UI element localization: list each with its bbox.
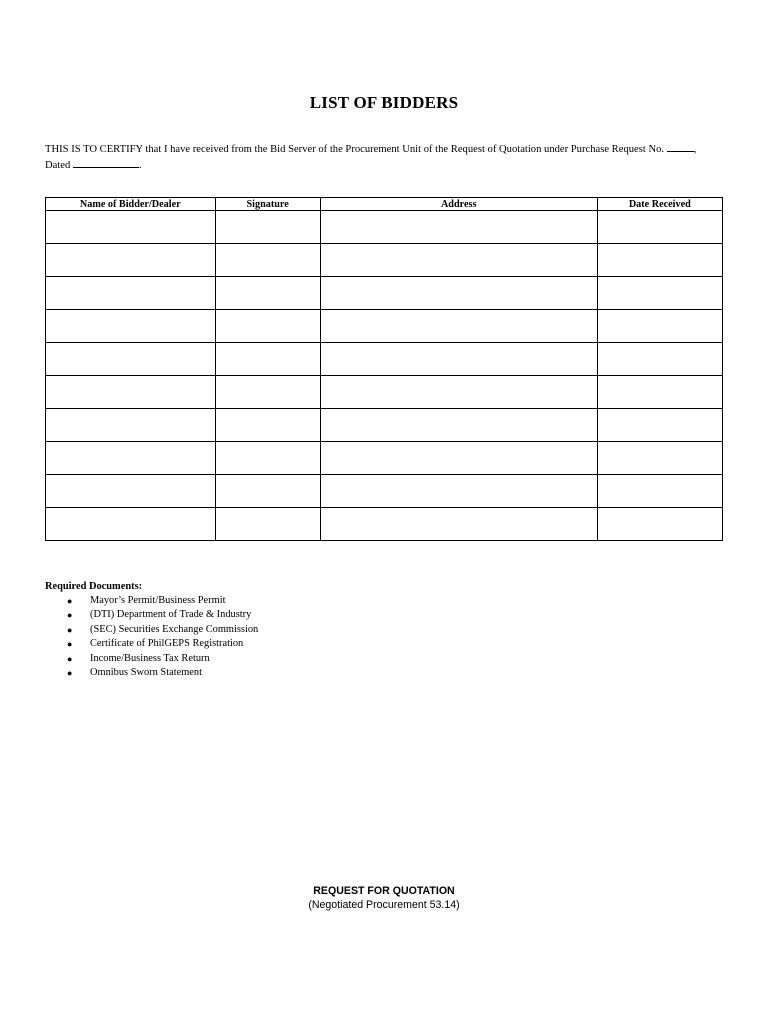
table-header-row	[46, 198, 723, 211]
cell-signature	[215, 475, 320, 508]
list-item	[45, 623, 445, 637]
list-item	[45, 608, 445, 622]
footer-title: REQUEST FOR QUOTATION	[313, 885, 455, 897]
required-document-label: Income/Business Tax Return	[90, 652, 210, 664]
header-signature: Signature	[215, 198, 320, 211]
date-blank	[73, 157, 139, 168]
cell-name	[46, 244, 216, 277]
cell-date-received	[597, 475, 722, 508]
cell-signature	[215, 277, 320, 310]
cell-address	[320, 310, 597, 343]
cell-signature	[215, 376, 320, 409]
cell-name	[46, 310, 216, 343]
table-row	[46, 211, 723, 244]
cell-address	[320, 508, 597, 541]
required-document-label: (SEC) Securities Exchange Commission	[90, 623, 259, 635]
list-item	[45, 594, 445, 608]
cell-address	[320, 211, 597, 244]
required-document-label: (DTI) Department of Trade & Industry	[90, 609, 252, 621]
cell-name	[46, 442, 216, 475]
cell-signature	[215, 508, 320, 541]
cell-date-received	[597, 277, 722, 310]
table-row	[46, 277, 723, 310]
required-document-label: Omnibus Sworn Statement	[90, 667, 202, 679]
bullet-icon: ●	[67, 653, 73, 664]
cell-name	[46, 277, 216, 310]
list-item	[45, 637, 445, 651]
footer	[0, 885, 768, 912]
cell-address	[320, 442, 597, 475]
cell-date-received	[597, 376, 722, 409]
cell-address	[320, 376, 597, 409]
header-address: Address	[320, 198, 597, 211]
cell-address	[320, 244, 597, 277]
cell-name	[46, 409, 216, 442]
list-item	[45, 652, 445, 666]
dated-label: Dated	[45, 160, 71, 171]
certification-statement	[45, 141, 725, 173]
required-documents-list	[45, 594, 445, 680]
cell-date-received	[597, 244, 722, 277]
table-row	[46, 310, 723, 343]
cell-address	[320, 475, 597, 508]
cell-name	[46, 211, 216, 244]
bullet-icon: ●	[67, 624, 73, 635]
table-row	[46, 376, 723, 409]
cell-signature	[215, 343, 320, 376]
bidders-table	[45, 197, 723, 541]
cell-signature	[215, 211, 320, 244]
bullet-icon: ●	[67, 596, 73, 606]
cell-signature	[215, 442, 320, 475]
cell-address	[320, 277, 597, 310]
bidders-table-body	[46, 211, 723, 541]
cell-address	[320, 343, 597, 376]
table-row	[46, 244, 723, 277]
page-title: LIST OF BIDDERS	[309, 93, 459, 112]
cell-date-received	[597, 211, 722, 244]
bullet-icon: ●	[67, 639, 73, 650]
cell-date-received	[597, 508, 722, 541]
purchase-request-number-blank	[667, 141, 694, 152]
cell-date-received	[597, 310, 722, 343]
table-row	[46, 343, 723, 376]
certify-comma: ,	[693, 144, 697, 155]
certify-period: .	[138, 160, 142, 171]
cell-name	[46, 508, 216, 541]
required-documents-heading: Required Documents:	[45, 581, 143, 592]
list-item	[45, 666, 445, 680]
bullet-icon: ●	[67, 610, 73, 621]
table-row	[46, 442, 723, 475]
cell-signature	[215, 310, 320, 343]
cell-date-received	[597, 343, 722, 376]
required-documents-section	[45, 580, 445, 680]
table-row	[46, 475, 723, 508]
cell-address	[320, 409, 597, 442]
table-row	[46, 508, 723, 541]
certify-text: THIS IS TO CERTIFY that I have received from the Bid Server of the Procurement Unit of the Request of Quotation under Purchase Request No.	[45, 144, 665, 155]
cell-name	[46, 475, 216, 508]
cell-signature	[215, 244, 320, 277]
table-row	[46, 409, 723, 442]
cell-name	[46, 376, 216, 409]
footer-subtitle: (Negotiated Procurement 53.14)	[308, 898, 460, 911]
cell-name	[46, 343, 216, 376]
bullet-icon: ●	[67, 668, 73, 679]
required-document-label: Mayor’s Permit/Business Permit	[90, 595, 226, 606]
cell-signature	[215, 409, 320, 442]
header-date-received: Date Received	[597, 198, 722, 211]
required-document-label: Certificate of PhilGEPS Registration	[90, 638, 244, 650]
header-name-of-bidder: Name of Bidder/Dealer	[46, 198, 216, 211]
cell-date-received	[597, 442, 722, 475]
cell-date-received	[597, 409, 722, 442]
